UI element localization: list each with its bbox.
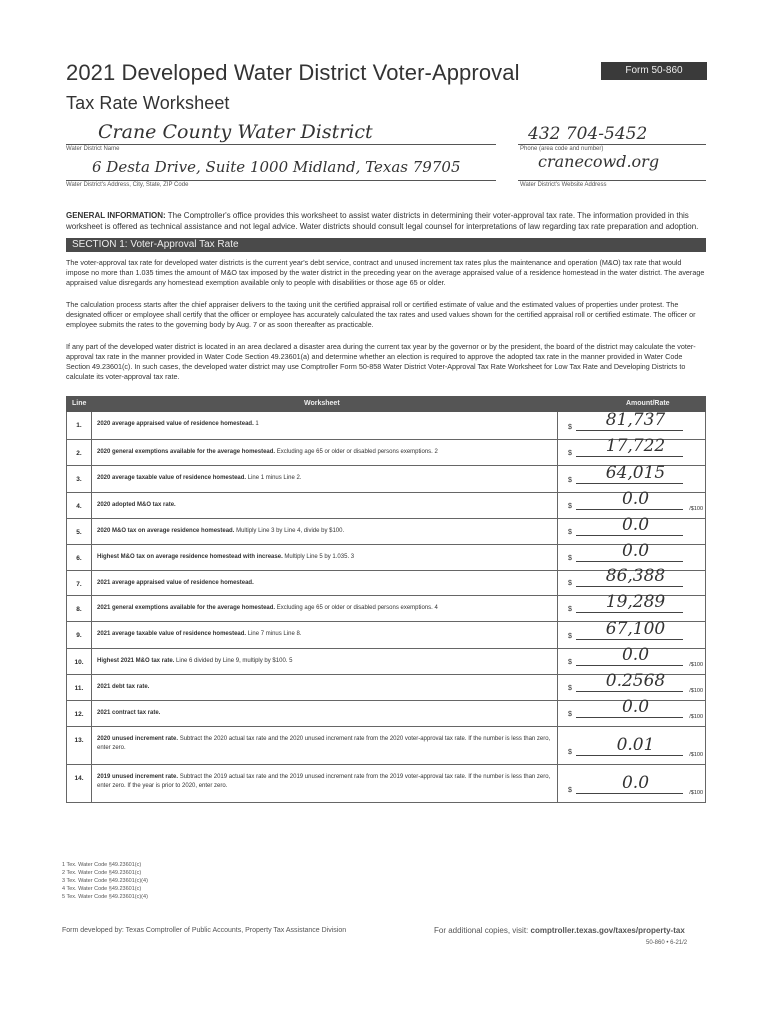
dollar-sign: $ <box>568 606 572 613</box>
row-description-text: Line 7 minus Line 8. <box>246 631 302 637</box>
row-number: 7. <box>67 571 92 595</box>
row-number: 8. <box>67 596 92 621</box>
row-number: 12. <box>67 701 92 726</box>
amount-cell <box>557 727 707 764</box>
dollar-sign: $ <box>568 529 572 536</box>
row-description-text: Subtract the 2019 actual tax rate and the 2019 unused increment rate from the 2019 voter-approval tax rate. If the number is less than zero, enter zero. If the year is prior to 2020, enter zero. <box>97 774 551 789</box>
footer-copies <box>434 926 685 935</box>
rate-unit: /$100 <box>689 688 703 694</box>
row-description-bold: 2021 general exemptions available for the average homestead. <box>97 605 276 611</box>
amount-rule <box>576 509 683 510</box>
amount-rule <box>576 535 683 536</box>
row-number: 13. <box>67 727 92 764</box>
row-description-text: Excluding age 65 or older or disabled persons exemptions. 2 <box>275 449 438 455</box>
dollar-sign: $ <box>568 503 572 510</box>
row-description <box>97 604 552 613</box>
address-value: 6 Desta Drive, Suite 1000 Midland, Texas 79705 <box>92 158 461 176</box>
amount-cell <box>557 697 707 726</box>
amount-value[interactable]: 19,289 <box>605 592 666 612</box>
amount-rule <box>576 456 683 457</box>
dollar-sign: $ <box>568 685 572 692</box>
row-number: 1. <box>67 412 92 439</box>
address-label: Water District's Address, City, State, ZIP Code <box>66 182 189 188</box>
dollar-sign: $ <box>568 477 572 484</box>
row-description-text: Multiply Line 5 by 1.035. 3 <box>282 554 355 560</box>
row-description-bold: 2020 adopted M&O tax rate. <box>97 502 176 508</box>
row-description-bold: Highest 2021 M&O tax rate. <box>97 658 175 664</box>
row-description <box>97 773 552 791</box>
section-1-paragraph-1: The voter-approval tax rate for developed water districts is the current year's debt service, contract and unused increment tax rates plus the maintenance and operation (M&O) tax rate that would impose no more than 1.035 times the amount of M&O tax imposed by the water district in the preceding year on the average appraised value of a residence homestead in the water district. The average appraised value disregards any homestead exemption available only to people with disabilities or those age 65 or older. <box>66 258 705 287</box>
amount-rule <box>576 755 683 756</box>
footer-form-code: 50-860 • 6-21/2 <box>646 940 688 946</box>
row-description <box>97 448 552 457</box>
row-description <box>97 501 552 510</box>
amount-rule <box>576 586 683 587</box>
amount-cell <box>557 765 707 802</box>
amount-rule <box>576 430 683 431</box>
row-description <box>97 657 552 666</box>
dollar-sign: $ <box>568 749 572 756</box>
footer-copies-prefix: For additional copies, visit: <box>434 926 531 935</box>
row-number: 6. <box>67 545 92 570</box>
phone-rule <box>518 144 706 145</box>
amount-value[interactable]: 0.0 <box>621 489 650 509</box>
section-1-paragraph-2: The calculation process starts after the chief appraiser delivers to the taxing unit the certified appraisal roll or certified estimate of value and the estimated values of properties under protest. The designated officer or employee shall certify that the officer or employee has accurately calculated the tax rates and used values shown for the certified appraisal roll or certified estimate. The officer or employee submits the rates to the governing body by Aug. 7 or as soon thereafter as practicable. <box>66 300 696 329</box>
row-description-bold: 2020 unused increment rate. <box>97 736 179 742</box>
row-description <box>97 527 552 536</box>
row-description <box>97 630 552 639</box>
row-description <box>97 553 552 562</box>
dollar-sign: $ <box>568 787 572 794</box>
dollar-sign: $ <box>568 555 572 562</box>
table-row <box>67 765 705 803</box>
amount-rule <box>576 665 683 666</box>
row-description-bold: 2021 average taxable value of residence homestead. <box>97 631 247 637</box>
row-description-bold: 2021 contract tax rate. <box>97 710 161 716</box>
general-information <box>66 210 706 232</box>
amount-value[interactable]: 0.0 <box>621 645 650 665</box>
col-header-worksheet: Worksheet <box>304 400 340 407</box>
row-number: 4. <box>67 493 92 518</box>
row-number: 10. <box>67 649 92 674</box>
row-description-text: 1 <box>253 421 259 427</box>
dollar-sign: $ <box>568 450 572 457</box>
amount-rule <box>576 691 683 692</box>
rate-unit: /$100 <box>689 506 703 512</box>
website-value: cranecowd.org <box>538 152 660 171</box>
form-number-badge: Form 50-860 <box>601 62 707 80</box>
row-description-bold: 2020 average taxable value of residence homestead. <box>97 475 247 481</box>
amount-value[interactable]: 0.2568 <box>605 671 666 691</box>
row-number: 14. <box>67 765 92 802</box>
district-name-value: Crane County Water District <box>98 121 373 143</box>
rate-unit: /$100 <box>689 662 703 668</box>
general-info-text: The Comptroller's office provides this worksheet to assist water districts in determining their voter-approval tax rate. The information provided in this worksheet is offered as technical assistance and not legal advice. Water districts should consult legal counsel for interpretations of law regarding tax rate preparation and adoption. <box>66 211 699 231</box>
footnote: 3 Tex. Water Code §49.23601(c)(4) <box>62 878 148 884</box>
row-description-text: Excluding age 65 or older or disabled persons exemptions. 4 <box>275 605 438 611</box>
dollar-sign: $ <box>568 659 572 666</box>
amount-rule <box>576 639 683 640</box>
footnote: 2 Tex. Water Code §49.23601(c) <box>62 870 142 876</box>
rate-unit: /$100 <box>689 752 703 758</box>
amount-value[interactable]: 0.01 <box>616 735 655 755</box>
worksheet-table <box>66 412 706 803</box>
row-description-bold: 2020 average appraised value of residence homestead. <box>97 421 254 427</box>
section-1-paragraph-3: If any part of the developed water district is located in an area declared a disaster area during the current tax year by the governor or by the president, the board of the district may calculate the voter-approval tax rate in the manner provided in Water Code Section 49.23601(a) and determine whether an election is required to approve the adopted tax rate in the manner provided in Water Code Section 49.23601(c). In such cases, the developed water district may use Comptroller Form 50-858 Water District Voter-Approval Tax Rate Worksheet for Low Tax Rate and Developing Districts to calculate its voter-approval tax rate. <box>66 342 696 381</box>
row-description-bold: 2020 general exemptions available for the average homestead. <box>97 449 276 455</box>
row-description-text: Multiply Line 3 by Line 4, divide by $100. <box>234 528 345 534</box>
section-1-header: SECTION 1: Voter-Approval Tax Rate <box>66 238 706 252</box>
amount-cell <box>557 592 707 621</box>
footnote: 4 Tex. Water Code §49.23601(c) <box>62 886 142 892</box>
row-number: 9. <box>67 622 92 648</box>
row-number: 2. <box>67 440 92 465</box>
amount-value[interactable]: 64,015 <box>605 463 666 483</box>
row-number: 11. <box>67 675 92 700</box>
row-description-bold: 2021 average appraised value of residence homestead. <box>97 580 254 586</box>
rate-unit: /$100 <box>689 790 703 796</box>
footer-copies-link[interactable]: comptroller.texas.gov/taxes/property-tax <box>530 926 685 935</box>
amount-cell <box>557 412 707 439</box>
amount-value[interactable]: 0.0 <box>621 697 650 717</box>
amount-rule <box>576 612 683 613</box>
dollar-sign: $ <box>568 711 572 718</box>
amount-value[interactable]: 17,722 <box>605 436 666 456</box>
amount-value[interactable]: 0.0 <box>621 773 650 793</box>
footnote: 1 Tex. Water Code §49.23601(c) <box>62 862 142 868</box>
amount-cell <box>557 436 707 465</box>
row-description <box>97 735 552 753</box>
table-row <box>67 697 705 727</box>
row-description <box>97 709 552 718</box>
footnotes <box>62 861 148 901</box>
dollar-sign: $ <box>568 424 572 431</box>
amount-value[interactable]: 0.0 <box>621 541 650 561</box>
district-name-rule <box>66 144 496 145</box>
website-label: Water District's Website Address <box>520 182 607 188</box>
amount-value[interactable]: 67,100 <box>605 619 666 639</box>
row-number: 5. <box>67 519 92 544</box>
website-rule <box>518 180 706 181</box>
footnote: 5 Tex. Water Code §49.23601(c)(4) <box>62 894 148 900</box>
row-description <box>97 579 552 588</box>
title-line-2: Tax Rate Worksheet <box>66 93 230 113</box>
general-info-label: GENERAL INFORMATION: <box>66 211 166 220</box>
row-description-text: Line 1 minus Line 2. <box>246 475 302 481</box>
amount-rule <box>576 483 683 484</box>
phone-label: Phone (area code and number) <box>520 146 604 152</box>
amount-rule <box>576 561 683 562</box>
col-header-amount: Amount/Rate <box>626 400 670 407</box>
amount-value[interactable]: 81,737 <box>605 410 666 430</box>
district-name-label: Water District Name <box>66 146 120 152</box>
row-description-bold: 2021 debt tax rate. <box>97 684 150 690</box>
address-rule <box>66 180 496 181</box>
row-description <box>97 683 552 692</box>
amount-value[interactable]: 86,388 <box>605 566 666 586</box>
row-number: 3. <box>67 466 92 492</box>
col-header-line: Line <box>72 400 87 407</box>
row-description <box>97 420 552 429</box>
row-description-bold: 2020 M&O tax on average residence homestead. <box>97 528 235 534</box>
row-description-text: Subtract the 2020 actual tax rate and the 2020 unused increment rate from the 2020 voter-approval tax rate. If the number is less than zero, enter zero. <box>97 736 551 751</box>
dollar-sign: $ <box>568 580 572 587</box>
phone-value: 432 704-5452 <box>528 124 648 144</box>
title-line-1: 2021 Developed Water District Voter-Approval <box>66 60 520 85</box>
amount-rule <box>576 717 683 718</box>
amount-rule <box>576 793 683 794</box>
row-description-bold: 2019 unused increment rate. <box>97 774 179 780</box>
page-title <box>66 58 520 118</box>
row-description-text: Line 6 divided by Line 9, multiply by $100. 5 <box>174 658 293 664</box>
row-description <box>97 474 552 483</box>
footer-developed-by: Form developed by: Texas Comptroller of Public Accounts, Property Tax Assistance Division <box>62 927 347 934</box>
row-description-bold: Highest M&O tax on average residence homestead with increase. <box>97 554 283 560</box>
dollar-sign: $ <box>568 633 572 640</box>
table-row <box>67 727 705 765</box>
rate-unit: /$100 <box>689 714 703 720</box>
amount-value[interactable]: 0.0 <box>621 515 650 535</box>
